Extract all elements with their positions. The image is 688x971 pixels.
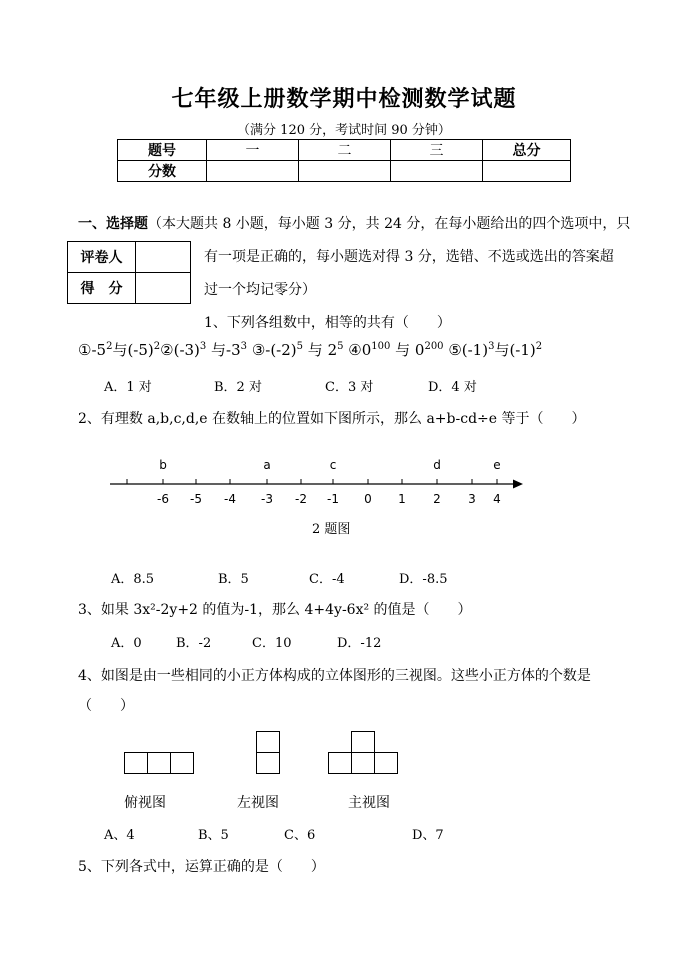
front-view-figure-top [351, 731, 375, 753]
cube-square [351, 731, 375, 753]
q5-stem: 5、下列各式中，运算正确的是（ ） [78, 859, 325, 875]
q2-option-d[interactable]: D．-8.5 [399, 572, 448, 587]
number-line-letter-c: c [329, 458, 337, 472]
left-view-figure-bottom [256, 752, 280, 774]
q1-option-b[interactable]: B．2 对 [214, 380, 262, 395]
cube-square [328, 752, 352, 774]
cube-square [256, 752, 280, 774]
section1-heading: 一、选择题 [78, 216, 148, 232]
q1-option-c[interactable]: C．3 对 [325, 380, 374, 395]
score-cell[interactable] [299, 161, 391, 182]
left-view-figure-top [256, 731, 280, 753]
score-table-value-row [118, 161, 571, 182]
q1-expressions: $①-5^2$与$(-5)^2②(-3)^3$ 与$-3^3$ $③-(-2)^5$ 与 $2^5$ $④0^{100}$ 与 $0^{200}$ $⑤(-1)^3$与$(-1)^2$ [78, 341, 543, 359]
score-cell[interactable] [207, 161, 299, 182]
section1-intro [78, 213, 630, 233]
number-line-letters [159, 458, 501, 472]
grader-score-cell[interactable] [136, 273, 191, 304]
q2-option-a[interactable]: A．8.5 [111, 572, 155, 587]
score-header-cell: 总分 [483, 140, 571, 161]
number-line-tick-label: -3 [261, 492, 273, 506]
q2-option-c[interactable]: C．-4 [309, 572, 345, 587]
cube-square [147, 752, 171, 774]
number-line-labels [157, 492, 501, 506]
q3-option-a[interactable]: A．0 [111, 636, 142, 651]
reviewer-label: 评卷人 [68, 242, 136, 273]
q2-option-b[interactable]: B．5 [218, 572, 249, 587]
q4-option-b[interactable]: B、5 [198, 828, 229, 843]
cube-square [374, 752, 398, 774]
score-table [117, 139, 571, 182]
number-line-arrow [513, 480, 523, 489]
number-line-ticks [127, 479, 497, 484]
score-header-cell: 一 [207, 140, 299, 161]
number-line-tick-label: -4 [224, 492, 236, 506]
section1-line2: 有一项是正确的，每小题选对得 3 分，选错、不选或选出的答案超 [204, 249, 614, 265]
number-line-tick-label: 1 [398, 492, 406, 506]
reviewer-cell[interactable] [136, 242, 191, 273]
number-line-tick-label: -5 [190, 492, 202, 506]
number-line-tick-label: 0 [364, 492, 372, 506]
cube-square [124, 752, 148, 774]
grader-table [67, 241, 191, 304]
q3-option-d[interactable]: D．-12 [337, 636, 382, 651]
number-line-letter-a: a [263, 458, 271, 472]
number-line-tick-label: 2 [433, 492, 441, 506]
number-line-tick-label: -2 [295, 492, 307, 506]
q4-option-c[interactable]: C、6 [284, 828, 316, 843]
cube-square [170, 752, 194, 774]
top-view-figure [124, 752, 194, 774]
number-line-letter-e: e [493, 458, 501, 472]
q3-stem: 3、如果 3x²-2y+2 的值为-1，那么 4+4y-6x² 的值是（ ） [78, 602, 472, 618]
front-view-figure-bottom [328, 752, 398, 774]
q4-stem-line2: （ ） [78, 698, 134, 714]
q3-option-c[interactable]: C．10 [252, 636, 292, 651]
cube-square [351, 752, 375, 774]
number-line-tick-label: -6 [157, 492, 169, 506]
number-line-tick-label: 3 [468, 492, 476, 506]
q3-option-b[interactable]: B．-2 [176, 636, 212, 651]
cube-square [256, 731, 280, 753]
q1-option-a[interactable]: A．1 对 [104, 380, 152, 395]
section1-line3: 过一个均记零分） [204, 282, 316, 298]
score-header-cell: 三 [391, 140, 483, 161]
score-table-header-row [118, 140, 571, 161]
q2-stem: 2、有理数 a,b,c,d,e 在数轴上的位置如下图所示，那么 a+b-cd÷e 等于（ ） [78, 411, 586, 427]
number-line-letter-d: d [433, 458, 441, 472]
q1-stem: 1、下列各组数中，相等的共有（ ） [204, 315, 451, 331]
number-line [105, 450, 535, 520]
score-row-label: 分数 [118, 161, 207, 182]
score-cell[interactable] [483, 161, 571, 182]
q1-option-d[interactable]: D．4 对 [428, 380, 477, 395]
number-line-letter-b: b [159, 458, 167, 472]
number-line-tick-label: 4 [493, 492, 501, 506]
left-view-label: 左视图 [237, 795, 279, 811]
q4-option-d[interactable]: D、7 [412, 828, 444, 843]
grader-score-label: 得 分 [68, 273, 136, 304]
section1-line1: （本大题共 8 小题，每小题 3 分，共 24 分，在每小题给出的四个选项中，只 [148, 216, 631, 232]
top-view-label: 俯视图 [124, 795, 166, 811]
page-title: 七年级上册数学期中检测数学试题 [171, 87, 517, 112]
page-subtitle: （满分 120 分，考试时间 90 分钟） [237, 123, 451, 138]
front-view-label: 主视图 [348, 795, 390, 811]
score-header-cell: 题号 [118, 140, 207, 161]
score-header-cell: 二 [299, 140, 391, 161]
score-cell[interactable] [391, 161, 483, 182]
q2-caption: 2 题图 [312, 522, 351, 537]
q4-option-a[interactable]: A、4 [104, 828, 135, 843]
q4-stem-line1: 4、如图是由一些相同的小正方体构成的立体图形的三视图。这些小正方体的个数是 [78, 668, 591, 684]
number-line-tick-label: -1 [327, 492, 339, 506]
